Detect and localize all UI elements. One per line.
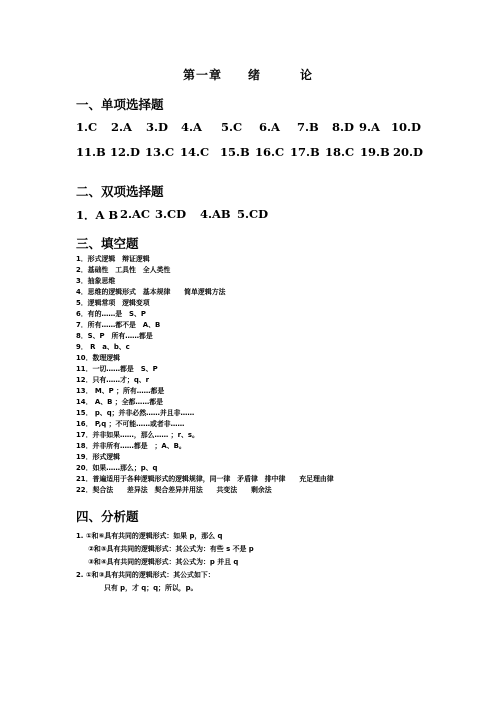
- fill-item: 21．普遍适用于各种逻辑形式的逻辑规律，同一律 矛盾律 排中律 充足理由律: [76, 475, 334, 483]
- answer-item: 20.D: [393, 145, 423, 159]
- answer-item: 19.B: [360, 145, 390, 159]
- fill-item: 10．数理逻辑: [76, 354, 121, 362]
- fill-item: 2．基础性 工具性 全人类性: [76, 266, 171, 274]
- answer-item: 12.D: [110, 145, 140, 159]
- answer-item: 18.C: [325, 145, 355, 159]
- fill-item: 13． M、P ；所有……都是: [76, 387, 165, 395]
- fill-item: 5．逻辑常项 逻辑变项: [76, 299, 150, 307]
- answer-item: 17.B: [290, 145, 320, 159]
- chapter-title: 第一章 绪 论: [182, 68, 313, 82]
- fill-item: 15． p、q；并非必然……并且非……: [76, 409, 195, 417]
- answer-item: 1.C: [76, 120, 98, 134]
- answer-item: 8.D: [332, 120, 354, 134]
- answer-item: 13.C: [145, 145, 175, 159]
- answer-item: 5.C: [221, 120, 243, 134]
- fill-item: 9． R a、b、c: [76, 343, 130, 351]
- fill-item: 6．有的……是 S、P: [76, 310, 146, 318]
- answer-item: 4.AB: [200, 207, 231, 221]
- fill-item: 4．思维的逻辑形式 基本规律 简单逻辑方法: [76, 288, 226, 296]
- answer-item: 15.B: [220, 145, 250, 159]
- answer-item: 16.C: [255, 145, 285, 159]
- fill-item: 1．形式逻辑 辩证逻辑: [76, 255, 150, 263]
- answer-item: 2.A: [111, 120, 132, 134]
- fill-item: 16． P,q ；不可能……或者非……: [76, 420, 185, 428]
- section1-answers-row2: [76, 145, 423, 159]
- fill-item: 14． A、B ；全都……都是: [76, 398, 163, 406]
- section1-heading: 一、单项选择题: [76, 97, 164, 112]
- section2-heading: 二、双项选择题: [76, 184, 164, 199]
- fill-item: 11．一切……都是 S、P: [76, 365, 158, 373]
- answer-item: 6.A: [259, 120, 280, 134]
- analysis-line: ③和④具有共同的逻辑形式：其公式为：p 并且 q: [88, 558, 239, 566]
- analysis-line: 只有 p，才 q；q；所以，p。: [104, 584, 198, 592]
- fill-item: 18．并非所有……都是 ；A、B。: [76, 442, 186, 450]
- analysis-line: ②和⑤具有共同的逻辑形式：其公式为：有些 s 不是 p: [88, 545, 254, 553]
- fill-item: 19．形式逻辑: [76, 453, 121, 461]
- fill-item: 12．只有……才；q、r: [76, 376, 150, 384]
- answer-item: 11.B: [76, 145, 106, 159]
- fill-item: 8．S、P 所有……都是: [76, 332, 153, 340]
- analysis-line: 2. ①和③具有共同的逻辑形式：其公式如下：: [76, 571, 215, 579]
- fill-item: 7．所有……都不是 A、B: [76, 321, 161, 329]
- section1-answers-row1: [76, 120, 421, 134]
- answer-item: 1．A B: [76, 208, 119, 222]
- fill-item: 17．并非如果……，那么…… ；r、s。: [76, 431, 199, 439]
- analysis-line: 1. ①和⑥具有共同的逻辑形式：如果 p，那么 q: [76, 532, 223, 540]
- answer-item: 4.A: [181, 120, 202, 134]
- answer-item: 7.B: [297, 120, 319, 134]
- answer-item: 10.D: [391, 120, 421, 134]
- fill-item: 20．如果……那么；p、q: [76, 464, 158, 472]
- answer-item: 5.CD: [237, 207, 269, 221]
- fill-item: 22．契合法 差异法 契合差异并用法 共变法 剩余法: [76, 486, 272, 494]
- answer-item: 14.C: [180, 145, 210, 159]
- answer-item: 9.A: [359, 120, 380, 134]
- section2-answers-row: [76, 207, 268, 223]
- section4-heading: 四、分析题: [76, 509, 139, 524]
- answer-item: 3.D: [146, 120, 168, 134]
- section3-heading: 三、填空题: [76, 236, 139, 251]
- answer-item: 2.AC: [120, 207, 151, 221]
- fill-item: 3．抽象思维: [76, 277, 116, 285]
- answer-item: 3.CD: [155, 207, 187, 221]
